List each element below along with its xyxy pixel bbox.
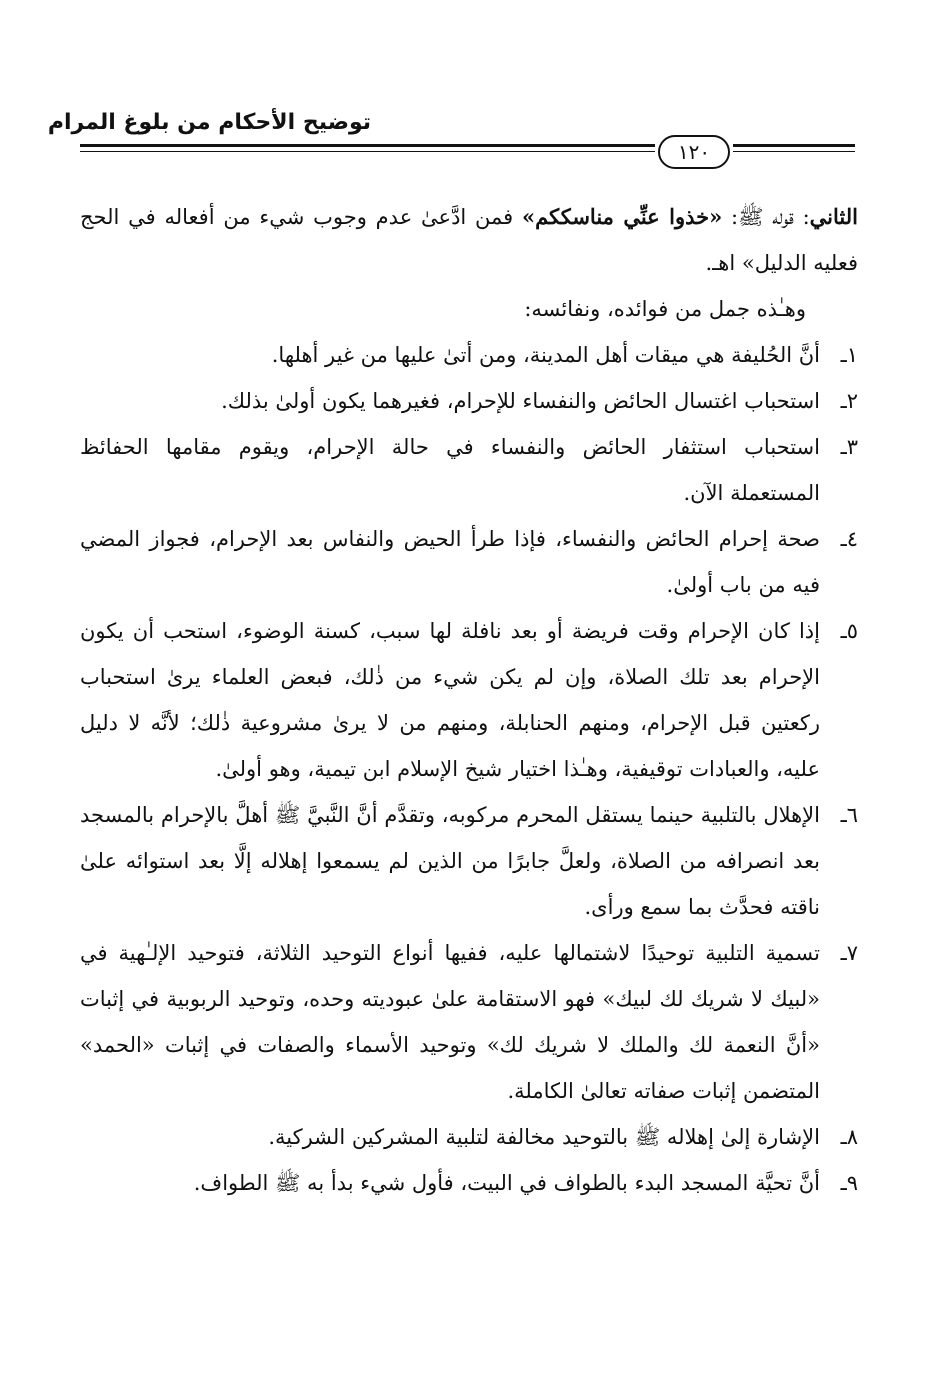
page-number: ١٢٠ — [658, 135, 730, 169]
running-title: توضيح الأحكام من بلوغ المرام — [47, 110, 371, 135]
list-item — [80, 424, 858, 516]
header-rule-left-top — [80, 144, 655, 147]
list-item — [80, 930, 858, 1114]
item-text: أنَّ تحيَّة المسجد البدء بالطواف في البيت، فأول شيء بدأ به ﷺ الطواف. — [193, 1171, 820, 1195]
item-text: الإشارة إلىٰ إهلاله ﷺ بالتوحيد مخالفة لتلبية المشركين الشركية. — [268, 1125, 820, 1149]
item-number: ٧ـ — [840, 941, 858, 965]
item-text: الإهلال بالتلبية حينما يستقل المحرم مركوبه، وتقدَّم أنَّ النَّبيَّ ﷺ أهلَّ بالإحرام بالمسجد بعد انصرافه من الصلاة، ولعلَّ جابرًا من الذين لم يسمعوا إهلاله إلَّا بعد استوائه علىٰ ناقته فحدَّث بما سمع ورأى. — [80, 803, 820, 919]
item-number: ٩ـ — [840, 1171, 858, 1195]
header-rule-right-top — [733, 144, 855, 147]
item-number: ١ـ — [840, 343, 858, 367]
item-text: استحباب اغتسال الحائض والنفساء للإحرام، فغيرهما يكون أولىٰ بذلك. — [221, 389, 820, 413]
page-body — [80, 194, 858, 1206]
list-item — [80, 608, 858, 792]
item-number: ٨ـ — [840, 1125, 858, 1149]
intro-text-2: فمن ادَّعىٰ عدم وجوب شيء من أفعاله في الحج فعليه الدليل» اهـ. — [80, 205, 858, 275]
intro-text-1: : قوله ﷺ: — [722, 205, 810, 229]
header-rule-left-bottom — [80, 151, 655, 152]
list-item — [80, 1160, 858, 1206]
intro-quote: «خذوا عنِّي مناسككم» — [522, 204, 723, 229]
item-text: صحة إحرام الحائض والنفساء، فإذا طرأ الحيض والنفاس بعد الإحرام، فجواز المضي فيه من باب أولىٰ. — [80, 527, 820, 597]
list-item — [80, 378, 858, 424]
item-text: إذا كان الإحرام وقت فريضة أو بعد نافلة لها سبب، كسنة الوضوء، استحب أن يكون الإحرام بعد تلك الصلاة، وإن لم يكن شيء من ذٰلك، فبعض العلماء يرىٰ استحباب ركعتين قبل الإحرام، ومنهم الحنابلة، ومنهم من لا يرىٰ مشروعية ذٰلك؛ لأنَّه لا دليل عليه، والعبادات توقيفية، وهـٰذا اختيار شيخ الإسلام ابن تيمية، وهو أولىٰ. — [80, 619, 820, 781]
list-item — [80, 516, 858, 608]
item-text: استحباب استثفار الحائض والنفساء في حالة الإحرام، ويقوم مقامها الحفائظ المستعملة الآن. — [80, 435, 820, 505]
intro-paragraph — [80, 194, 858, 286]
item-text: أنَّ الحُليفة هي ميقات أهل المدينة، ومن أتىٰ عليها من غير أهلها. — [271, 343, 820, 367]
item-text: تسمية التلبية توحيدًا لاشتمالها عليه، ففيها أنواع التوحيد الثلاثة، فتوحيد الإلـٰهية في «لبيك لا شريك لك لبيك» فهو الاستقامة علىٰ عبوديته وحده، وتوحيد الربوبية في إثبات «أنَّ النعمة لك والملك لا شريك لك» وتوحيد الأسماء والصفات في إثبات «الحمد» المتضمن إثبات صفاته تعالىٰ الكاملة. — [80, 941, 820, 1103]
item-number: ٢ـ — [840, 389, 858, 413]
item-number: ٤ـ — [840, 527, 858, 551]
item-number: ٥ـ — [840, 619, 858, 643]
list-item — [80, 1114, 858, 1160]
intro-lead: الثاني — [809, 204, 858, 229]
item-number: ٦ـ — [840, 803, 858, 827]
list-item — [80, 792, 858, 930]
item-number: ٣ـ — [840, 435, 858, 459]
header-rule-right-bottom — [733, 151, 855, 152]
lead-in-line: وهـٰذه جمل من فوائده، ونفائسه: — [524, 297, 806, 321]
list-item — [80, 332, 858, 378]
